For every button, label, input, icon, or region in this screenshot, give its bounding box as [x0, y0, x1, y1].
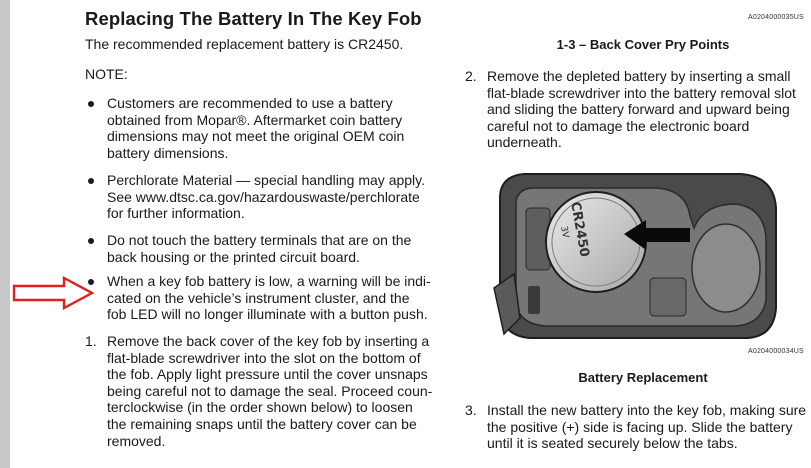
- note-label: NOTE:: [85, 66, 128, 82]
- caption-battery-replacement: Battery Replacement: [578, 370, 708, 385]
- figure-code-bottom: A0204000034US: [748, 348, 804, 355]
- battery-model-label: CR2450: [567, 200, 592, 259]
- note-bullet-perchlorate: Perchlorate Material — special handling may apply. See www.dtsc.ca.gov/hazardouswaste/perchlorate for further information.: [107, 172, 437, 222]
- battery-voltage-label: 3V: [558, 225, 571, 239]
- step-1: 1. Remove the back cover of the key fob by inserting a flat-blade screwdriver into the slot on the bottom of the fob. Apply light pressure until the cover unsnaps being careful not to damage the seal. Proceed coun- terclockwise (in the order shown below) to loosen the remaining snaps until the battery cover can be removed.: [85, 333, 433, 449]
- step-3: 3. Install the new battery into the key fob, making sure the positive (+) side is facing up. Slide the battery until it is seated securely below the tabs.: [465, 402, 807, 452]
- step-2: 2. Remove the depleted battery by inserting a small flat-blade screwdriver into the battery removal slot and sliding the battery forward and upward being careful not to damage the electronic board underneath.: [465, 68, 796, 151]
- note-bullet-terminals: Do not touch the battery terminals that are on the back housing or the printed circuit board.: [107, 232, 437, 265]
- bullet-dot: [88, 178, 94, 184]
- bullet-dot: [88, 101, 94, 107]
- figure-code-top: A0204000035US: [748, 14, 804, 21]
- section-heading: Replacing The Battery In The Key Fob: [85, 8, 422, 29]
- note-bullet-low-battery: When a key fob battery is low, a warning will be indi- cated on the vehicle’s instrument cluster, and the fob LED will no longer illuminate with a button push.: [107, 273, 437, 323]
- page-edge-bar: [0, 0, 10, 468]
- bullet-dot: [88, 238, 94, 244]
- note-bullet-oem: Customers are recommended to use a battery obtained from Mopar®. Aftermarket coin battery dimensions may not meet the original OEM coin battery dimensions.: [107, 95, 437, 161]
- intro-text: The recommended replacement battery is CR2450.: [85, 36, 404, 52]
- key-fob-battery-figure: [490, 168, 780, 348]
- caption-pry-points: 1-3 – Back Cover Pry Points: [556, 37, 730, 52]
- red-arrow-icon: [12, 276, 96, 310]
